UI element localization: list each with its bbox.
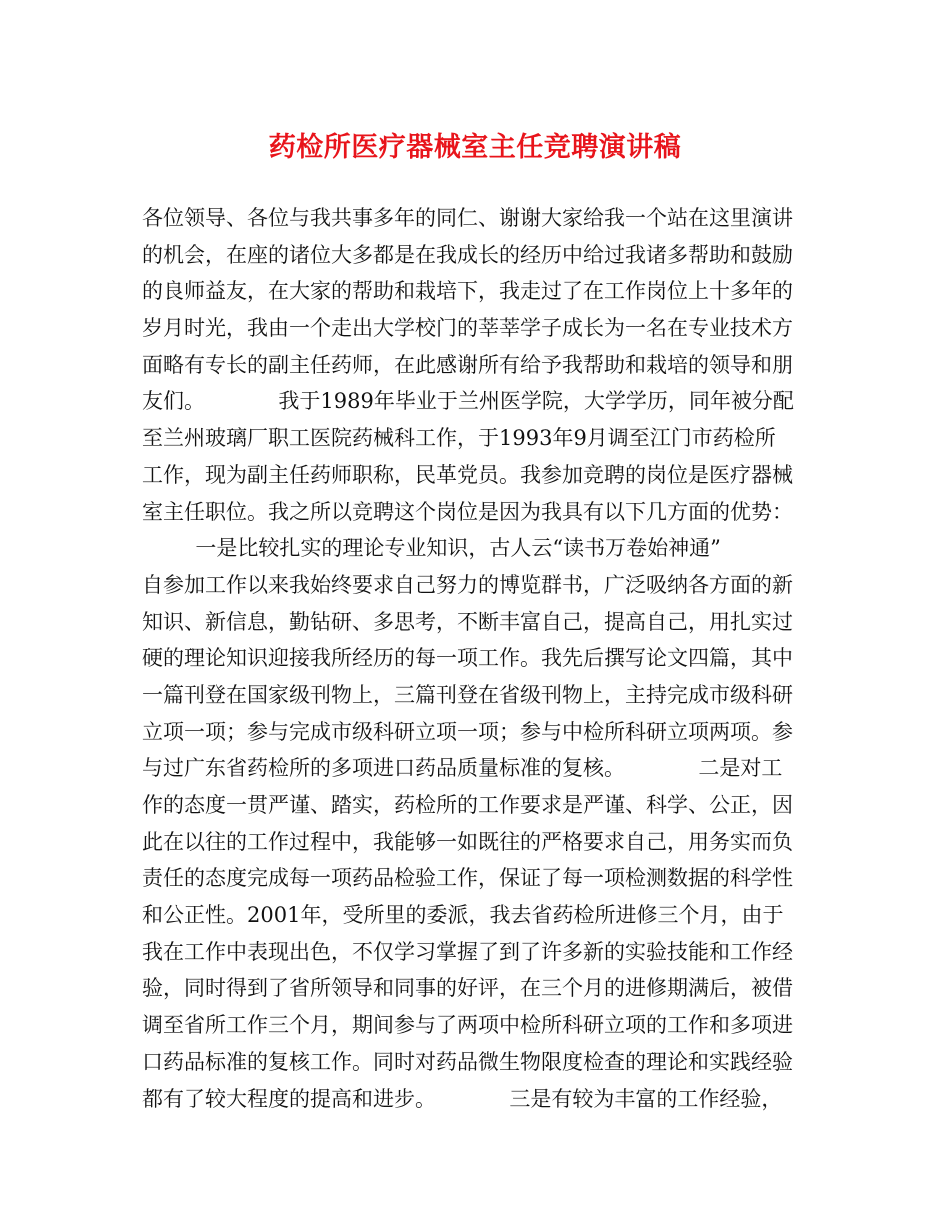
body-line: 责任的态度完成每一项药品检验工作，保证了每一项检测数据的科学性	[142, 866, 793, 891]
body-line: 立项一项；参与完成市级科研立项一项；参与中检所科研立项两项。参	[142, 719, 793, 744]
body-line: 作的态度一贯严谨、踏实，药检所的工作要求是严谨、科学、公正，因	[142, 793, 793, 817]
body-line: 岁月时光，我由一个走出大学校门的莘莘学子成长为一名在专业技术方	[142, 316, 793, 341]
body-line: 都有了较大程度的提高和进步。 三是有较为丰富的工作经验，	[142, 1086, 783, 1111]
body-line: 工作，现为副主任药师职称，民革党员。我参加竞聘的岗位是医疗器械	[142, 462, 793, 487]
body-line: 调至省所工作三个月，期间参与了两项中检所科研立项的工作和多项进	[142, 1013, 793, 1038]
body-line: 验，同时得到了省所领导和同事的好评，在三个月的进修期满后，被借	[142, 976, 793, 1001]
document-body	[142, 200, 822, 1117]
body-line: 与过广东省药检所的多项进口药品质量标准的复核。 二是对工	[142, 756, 783, 781]
document-title: 药检所医疗器械室主任竞聘演讲稿	[268, 132, 682, 163]
body-line: 友们。 我于1989年毕业于兰州医学院，大学学历，同年被分配	[142, 389, 794, 414]
body-line: 口药品标准的复核工作。同时对药品微生物限度检查的理论和实践经验	[142, 1049, 793, 1074]
body-line: 的机会，在座的诸位大多都是在我成长的经历中给过我诸多帮助和鼓励	[142, 242, 793, 267]
body-line: 一是比较扎实的理论专业知识，古人云“读书万卷始神通”	[142, 536, 721, 561]
body-line: 此在以往的工作过程中，我能够一如既往的严格要求自己，用务实而负	[142, 829, 793, 854]
body-line: 各位领导、各位与我共事多年的同仁、谢谢大家给我一个站在这里演讲	[142, 206, 793, 230]
body-line: 的良师益友，在大家的帮助和栽培下，我走过了在工作岗位上十多年的	[142, 279, 793, 304]
body-line: 知识、新信息，勤钻研、多思考，不断丰富自己，提高自己，用扎实过	[142, 609, 793, 634]
body-line: 自参加工作以来我始终要求自己努力的博览群书，广泛吸纳各方面的新	[142, 572, 793, 597]
body-line: 室主任职位。我之所以竞聘这个岗位是因为我具有以下几方面的优势：	[142, 499, 793, 524]
body-line: 我在工作中表现出色，不仅学习掌握了到了许多新的实验技能和工作经	[142, 939, 793, 964]
body-line: 一篇刊登在国家级刊物上，三篇刊登在省级刊物上，主持完成市级科研	[142, 682, 793, 707]
body-line: 和公正性。2001年，受所里的委派，我去省药检所进修三个月，由于	[142, 903, 784, 928]
body-line: 至兰州玻璃厂职工医院药械科工作，于1993年9月调至江门市药检所	[142, 426, 776, 451]
body-line: 面略有专长的副主任药师，在此感谢所有给予我帮助和栽培的领导和朋	[142, 352, 793, 377]
body-line: 硬的理论知识迎接我所经历的每一项工作。我先后撰写论文四篇，其中	[142, 646, 793, 671]
